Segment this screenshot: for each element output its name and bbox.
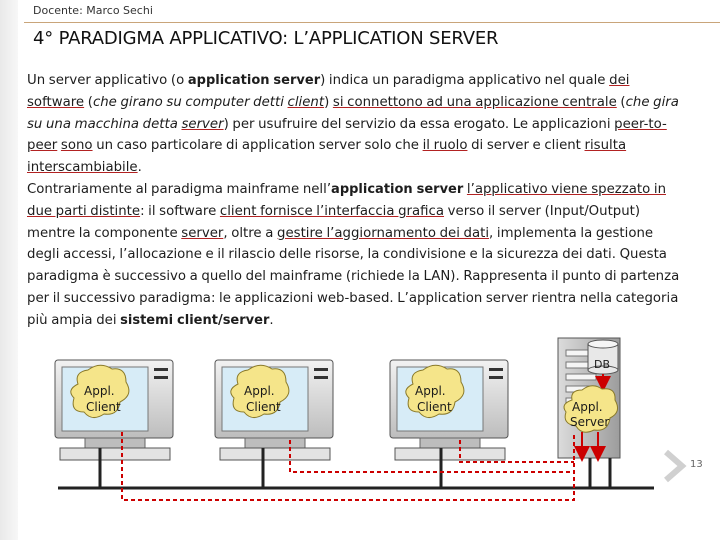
db-label: DB <box>594 358 611 371</box>
client-app-bubble <box>71 365 129 417</box>
client-computer-2 <box>215 360 333 460</box>
client-label-line-1: Appl. <box>415 384 446 398</box>
client-computer-3 <box>390 360 508 460</box>
client-label-line-1: Appl. <box>244 384 275 398</box>
page-number: 13 <box>690 459 703 470</box>
next-slide-chevron-icon[interactable] <box>666 452 682 480</box>
client-computer-1 <box>55 360 173 460</box>
client-1-server-link <box>122 432 574 500</box>
client-label-line-2: Client <box>86 400 121 414</box>
server-label-line-2: Server <box>570 415 610 429</box>
server-tower <box>558 338 620 458</box>
client-label-line-2: Client <box>417 400 452 414</box>
server-label-line-1: Appl. <box>572 400 603 414</box>
slide-title: 4° PARADIGMA APPLICATIVO: L’APPLICATION SERVER <box>33 28 499 49</box>
client-label-line-1: Appl. <box>84 384 115 398</box>
paragraph-2: Contrariamente al paradigma mainframe nell’application server l’applicativo viene spezzato in due parti distinte: il software client fornisce l’interfaccia grafica verso il server (Input/Output) mentre la componente server, oltre a gestire l’aggiornamento dei dati, implementa la gestione degli accessi, l’allocazione e il rilascio delle risorse, la condivisione e la sicurezza dei dati. Questa paradigma è successivo a quello del mainframe (richiede la LAN). Rappresenta il punto di partenza per il successivo paradigma: le applicazioni web-based. L’application server rientra nella categoria più ampia dei sistemi client/server. <box>27 181 680 328</box>
client-app-bubble <box>231 365 289 417</box>
paragraph-1: Un server applicativo (o application server) indica un paradigma applicativo nel quale dei software (che girano su computer detti client) si connettono ad una applicazione centrale (che gira su una macchina detta server) per usufruire del servizio da essa erogato. Le applicazioni peer-to-peer sono un caso particolare di application server solo che il ruolo di server e client risulta interscambiabile. <box>27 73 679 176</box>
client-label-line-2: Client <box>246 400 281 414</box>
database-cylinder <box>588 340 618 374</box>
teacher-label: Docente: Marco Sechi <box>33 4 153 17</box>
